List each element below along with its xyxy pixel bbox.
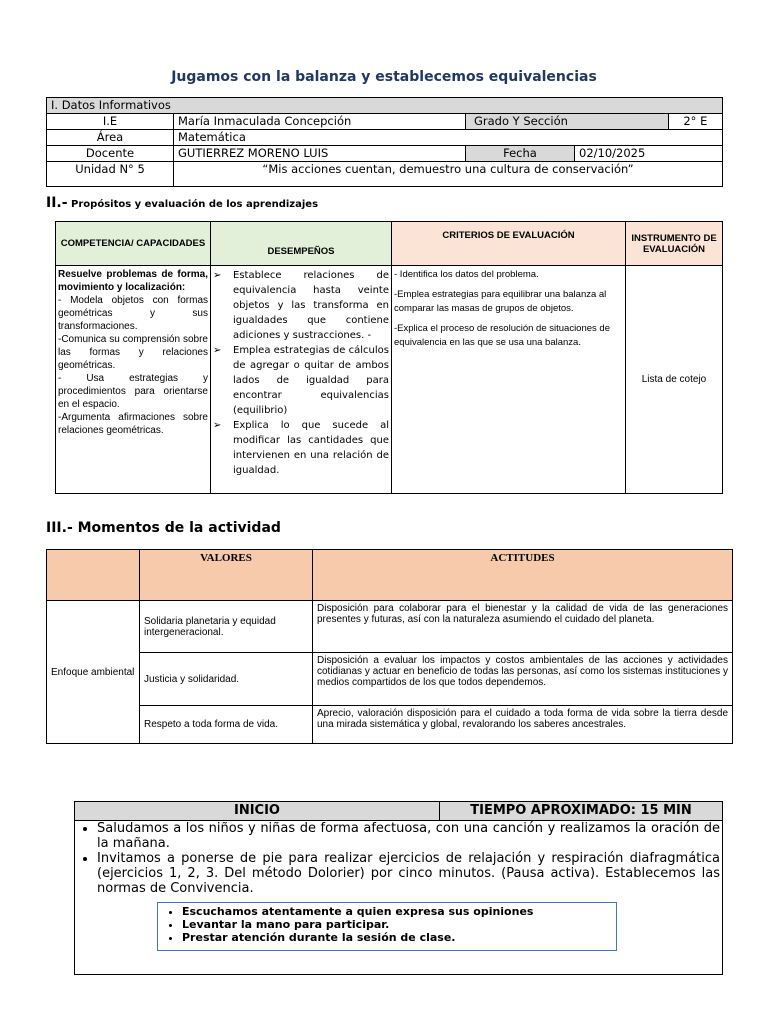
criterio-item: -Explica el proceso de resolución de situaciones de equivalencia en las que se usa una balanza. — [394, 323, 610, 348]
desempeno-item: ➢ Emplea estrategias de cálculos de agregar o quitar de ambos lados de igualdad para encontrar equivalencias (equilibrio) — [213, 345, 389, 416]
criterios-cell — [392, 266, 626, 494]
actitud-cell: Aprecio, valoración disposición para el cuidado a toda forma de vida sobre la tierra desde una mirada sistemática y global, revalorando los saberes ancestrales. — [313, 706, 733, 744]
normas-box — [157, 902, 617, 951]
valores-table — [46, 549, 733, 744]
area-label: Área — [47, 130, 174, 146]
inicio-table — [74, 801, 723, 975]
enfoque-header — [47, 550, 140, 601]
competencias-table — [55, 221, 723, 494]
area-value: Matemática — [174, 130, 723, 146]
fecha-value: 02/10/2025 — [575, 146, 723, 162]
capacidad-item: -Comunica su comprensión sobre las formas y relaciones geométricas. — [58, 334, 208, 371]
datos-informativos-table — [46, 97, 723, 187]
criterio-item: - Identifica los datos del problema. — [394, 269, 539, 280]
instrumento-cell: Lista de cotejo — [626, 266, 723, 494]
desempenos-cell — [211, 266, 392, 494]
section-2-number: II.- — [46, 195, 68, 211]
page-title: Jugamos con la balanza y establecemos equivalencias — [171, 69, 597, 85]
norma-item: • Escuchamos atentamente a quien expresa sus opiniones — [182, 905, 610, 918]
arrow-bullet-icon: ➢ — [213, 270, 222, 281]
unidad-label: Unidad N° 5 — [47, 162, 174, 187]
arrow-bullet-icon: ➢ — [213, 420, 222, 431]
section-2-heading — [46, 195, 318, 211]
capacidad-item: -Argumenta afirmaciones sobre relaciones geométricas. — [58, 412, 208, 436]
tiempo-aproximado: TIEMPO APROXIMADO: 15 MIN — [440, 802, 723, 821]
capacidad-item: - Usa estrategias y procedimientos para orientarse en el espacio. — [58, 373, 208, 410]
grado-value: 2° E — [668, 114, 722, 130]
norma-item: • Prestar atención durante la sesión de clase. — [182, 931, 610, 944]
competencia-title: Resuelve problemas de forma, movimiento y localización: — [58, 269, 208, 293]
ie-value: María Inmaculada Concepción — [174, 114, 466, 130]
norma-item: • Levantar la mano para participar. — [182, 918, 610, 931]
desempenos-header: DESEMPEÑOS — [211, 222, 392, 266]
inicio-content — [75, 821, 723, 975]
section-2-title: Propósitos y evaluación de los aprendizajes — [71, 199, 319, 210]
enfoque-ambiental: Enfoque ambiental — [47, 601, 140, 744]
desempeno-item: ➢ Establece relaciones de equivalencia hasta veinte objetos y las transforma en igualdades que contiene adiciones y sustracciones. - — [213, 270, 389, 341]
valores-header: VALORES — [140, 550, 313, 601]
inicio-item: • Invitamos a ponerse de pie para realizar ejercicios de relajación y respiración diafragmática (ejercicios 1, 2, 3. Del método Dolorier) por cinco minutos. (Pausa activa). Establecemos las normas de Convivencia. — [97, 851, 720, 896]
competencia-header: COMPETENCIA/ CAPACIDADES — [56, 222, 211, 266]
grado-label: Grado Y Sección — [466, 114, 669, 130]
inicio-item: • Saludamos a los niños y niñas de forma afectuosa, con una canción y realizamos la oración de la mañana. — [97, 821, 720, 851]
valor-cell: Solidaria planetaria y equidad intergeneracional. — [140, 601, 313, 653]
capacidad-item: - Modela objetos con formas geométricas y sus transformaciones. — [58, 295, 208, 332]
docente-value: GUTIERREZ MORENO LUIS — [174, 146, 466, 162]
fecha-label: Fecha — [466, 146, 575, 162]
criterios-header: CRITERIOS DE EVALUACIÓN — [392, 222, 626, 266]
unidad-value: “Mis acciones cuentan, demuestro una cultura de conservación” — [174, 162, 723, 187]
instrumento-header: INSTRUMENTO DE EVALUACIÓN — [626, 222, 723, 266]
valor-cell: Respeto a toda forma de vida. — [140, 706, 313, 744]
actitud-cell: Disposición para colaborar para el bienestar y la calidad de vida de las generaciones presentes y futuras, así con la naturaleza asumiendo el cuidado del planeta. — [313, 601, 733, 653]
section-3-heading: III.- Momentos de la actividad — [46, 520, 281, 536]
docente-label: Docente — [47, 146, 174, 162]
datos-informativos-header: I. Datos Informativos — [47, 98, 723, 114]
actitud-cell: Disposición a evaluar los impactos y costos ambientales de las acciones y actividades cotidianas y actuar en beneficio de todas las personas, así como los sistemas instituciones y medios compartidos de los que todos dependemos. — [313, 653, 733, 706]
valor-cell: Justicia y solidaridad. — [140, 653, 313, 706]
criterio-item: -Emplea estrategias para equilibrar una balanza al comparar las masas de grupos de objetos. — [394, 289, 607, 314]
desempeno-item: ➢ Explica lo que sucede al modificar las cantidades que intervienen en una relación de igualdad. — [213, 420, 389, 476]
inicio-list — [77, 821, 720, 896]
normas-list — [162, 905, 610, 944]
arrow-bullet-icon: ➢ — [213, 345, 222, 356]
competencia-cell — [56, 266, 211, 494]
ie-label: I.E — [47, 114, 174, 130]
actitudes-header: ACTITUDES — [313, 550, 733, 601]
inicio-label: INICIO — [75, 802, 440, 821]
